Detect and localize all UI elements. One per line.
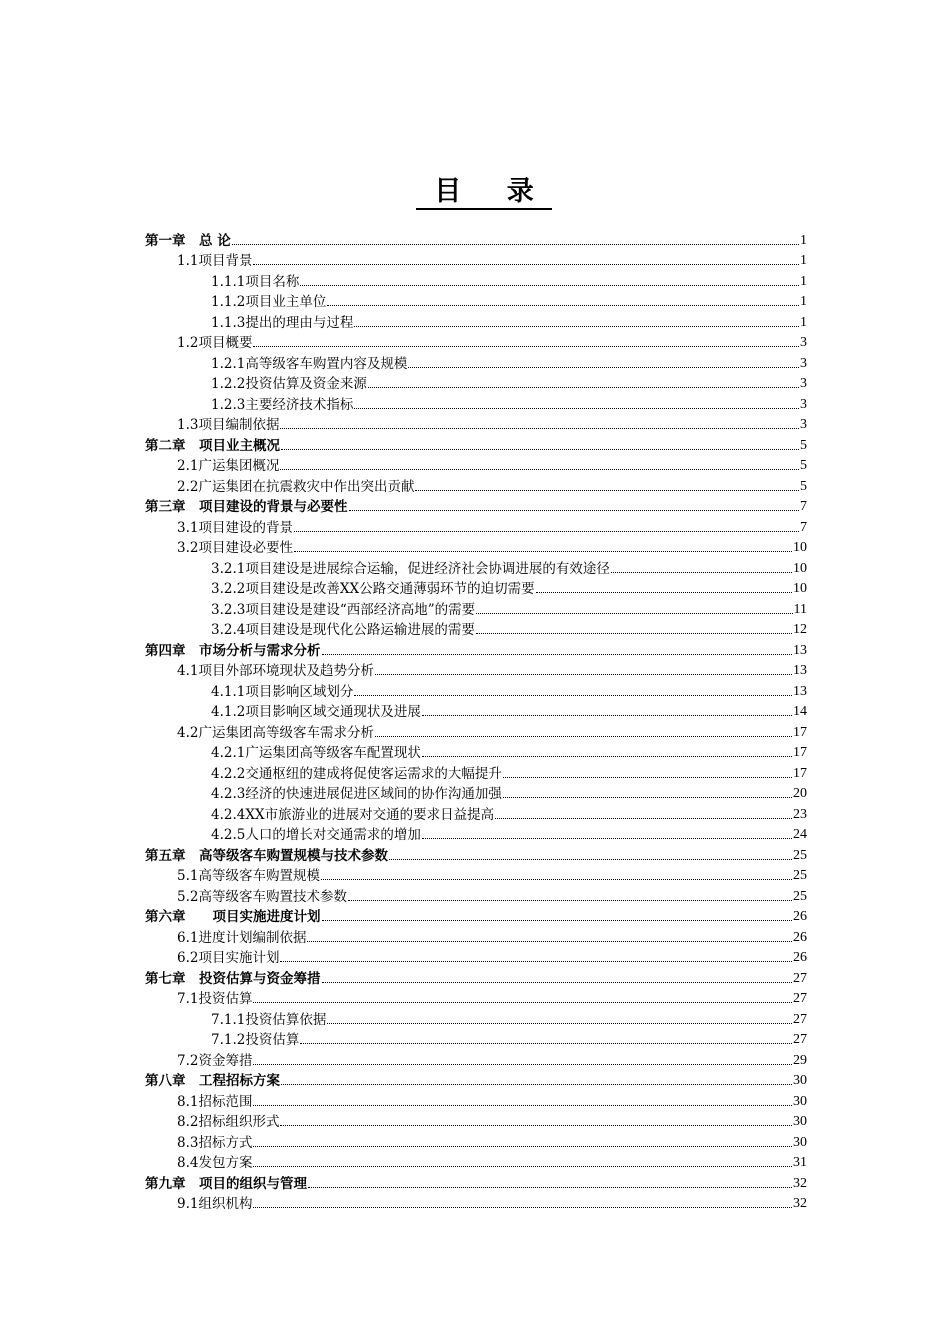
toc-chapter-entry[interactable] [145, 966, 807, 987]
toc-section-entry[interactable] [145, 515, 807, 536]
toc-dot-leader [368, 386, 799, 388]
toc-dot-leader [322, 653, 793, 655]
toc-entry-label: 第八章 工程招标方案 [145, 1073, 280, 1089]
toc-dot-leader [536, 591, 792, 593]
toc-dot-leader [348, 899, 792, 901]
toc-entry-label: 1.1项目背景 [177, 253, 253, 269]
toc-section-entry[interactable] [145, 1110, 807, 1131]
toc-section-entry[interactable] [145, 1130, 807, 1151]
toc-section-entry[interactable] [145, 987, 807, 1008]
toc-page-number: 10 [793, 581, 807, 596]
toc-section-entry[interactable] [145, 884, 807, 905]
toc-dot-leader [354, 325, 799, 327]
toc-page-number: 27 [793, 1011, 807, 1027]
page-title [0, 172, 950, 212]
toc-dot-leader [495, 817, 792, 819]
toc-dot-leader [354, 407, 799, 409]
toc-entry-label: 4.1.1项目影响区域划分 [211, 683, 354, 700]
toc-page-number: 1 [800, 294, 807, 309]
toc-dot-leader [253, 1104, 792, 1106]
toc-page-number: 30 [793, 1093, 807, 1109]
toc-subsection-entry[interactable] [145, 597, 807, 618]
toc-page-number: 32 [793, 1196, 807, 1211]
toc-entry-label: 7.1.1投资估算依据 [211, 1011, 327, 1028]
toc-dot-leader [253, 1063, 792, 1065]
toc-chapter-entry[interactable] [145, 843, 807, 864]
toc-page-number: 27 [793, 991, 807, 1006]
toc-subsection-entry[interactable] [145, 269, 807, 290]
toc-subsection-entry[interactable] [145, 372, 807, 393]
toc-entry-label: 3.1项目建设的背景 [177, 519, 293, 536]
toc-subsection-entry[interactable] [145, 700, 807, 721]
toc-dot-leader [294, 550, 792, 552]
toc-entry-label: 1.2.2投资估算及资金来源 [211, 376, 367, 392]
toc-subsection-entry[interactable] [145, 556, 807, 577]
toc-page-number: 10 [793, 540, 807, 555]
toc-page-number: 30 [793, 1134, 807, 1150]
toc-dot-leader [294, 530, 799, 532]
toc-subsection-entry[interactable] [145, 392, 807, 413]
toc-page-number: 1 [800, 253, 807, 268]
toc-page-number: 11 [793, 601, 807, 617]
toc-entry-label: 5.1高等级客车购置规模 [177, 868, 320, 884]
toc-entry-label: 第五章 高等级客车购置规模与技术参数 [145, 847, 388, 864]
toc-dot-leader [300, 284, 799, 286]
toc-dot-leader [503, 776, 792, 778]
toc-page-number: 1 [800, 232, 807, 248]
toc-entry-label: 第九章 项目的组织与管理 [145, 1175, 307, 1192]
toc-section-entry[interactable] [145, 946, 807, 967]
toc-section-entry[interactable] [145, 1048, 807, 1069]
toc-dot-leader [280, 1124, 792, 1126]
toc-dot-leader [349, 509, 800, 511]
toc-entry-label: 4.1.2项目影响区域交通现状及进展 [211, 704, 421, 720]
toc-entry-label: 4.2.4XX市旅游业的进展对交通的要求日益提高 [211, 806, 495, 823]
toc-entry-label: 1.2.3主要经济技术指标 [211, 396, 354, 413]
toc-dot-leader [322, 919, 793, 921]
toc-entry-label: 6.2项目实施计划 [177, 950, 280, 966]
toc-dot-leader [253, 1145, 792, 1147]
toc-entry-label: 1.1.1项目名称 [211, 273, 300, 290]
toc-subsection-entry[interactable] [145, 823, 807, 844]
toc-subsection-entry[interactable] [145, 1028, 807, 1049]
toc-page-number: 32 [793, 1175, 807, 1191]
toc-dot-leader [422, 714, 792, 716]
toc-entry-label: 4.2.5人口的增长对交通需求的增加 [211, 827, 421, 843]
toc-subsection-entry[interactable] [145, 802, 807, 823]
toc-entry-label: 1.1.3提出的理由与过程 [211, 314, 354, 331]
toc-entry-label: 3.2.3项目建设是建设“西部经济高地”的需要 [211, 601, 476, 618]
toc-entry-label: 2.2广运集团在抗震救灾中作出突出贡献 [177, 478, 415, 495]
toc-entry-label: 4.2.1广运集团高等级客车配置现状 [211, 745, 421, 761]
toc-entry-label: 4.2.2交通枢纽的建成将促使客运需求的大幅提升 [211, 765, 502, 782]
toc-dot-leader [422, 755, 792, 757]
toc-dot-leader [253, 1165, 792, 1167]
toc-entry-label: 9.1组织机构 [177, 1196, 253, 1212]
toc-page-number: 7 [800, 519, 807, 535]
toc-subsection-entry[interactable] [145, 290, 807, 311]
toc-page-number: 17 [793, 745, 807, 760]
toc-dot-leader [253, 1206, 792, 1208]
toc-entry-label: 3.2.1项目建设是进展综合运输，促进经济社会协调进展的有效途径 [211, 560, 610, 577]
toc-dot-leader [611, 571, 792, 573]
toc-subsection-entry[interactable] [145, 1007, 807, 1028]
toc-page-number: 23 [793, 806, 807, 822]
toc-page-number: 3 [800, 396, 807, 412]
toc-chapter-entry[interactable] [145, 228, 807, 249]
toc-page-number: 1 [800, 273, 807, 289]
toc-entry-label: 4.2.3经济的快速进展促进区域间的协作沟通加强 [211, 786, 502, 802]
toc-entry-label: 第四章 市场分析与需求分析 [145, 642, 321, 659]
toc-page-number: 25 [793, 888, 807, 904]
toc-page-number: 5 [800, 458, 807, 473]
toc-section-entry[interactable] [145, 413, 807, 434]
toc-entry-label: 3.2.2项目建设是改善XX公路交通薄弱环节的迫切需要 [211, 581, 535, 597]
toc-section-entry[interactable] [145, 1089, 807, 1110]
toc-entry-label: 8.2招标组织形式 [177, 1114, 280, 1130]
toc-page-number: 3 [800, 335, 807, 350]
toc-page-number: 5 [800, 437, 807, 453]
toc-dot-leader [375, 735, 792, 737]
toc-chapter-entry[interactable] [145, 638, 807, 659]
toc-dot-leader [354, 694, 792, 696]
toc-section-entry[interactable] [145, 864, 807, 885]
toc-dot-leader [327, 304, 799, 306]
toc-entry-label: 3.2项目建设必要性 [177, 540, 293, 556]
toc-section-entry[interactable] [145, 536, 807, 557]
toc-dot-leader [476, 612, 792, 614]
toc-page-number: 25 [793, 868, 807, 883]
toc-page-number: 26 [793, 929, 807, 945]
toc-entry-label: 4.1项目外部环境现状及趋势分析 [177, 663, 374, 679]
toc-section-entry[interactable] [145, 331, 807, 352]
toc-entry-label: 第一章 总 论 [145, 232, 231, 249]
toc-chapter-entry[interactable] [145, 905, 807, 926]
toc-dot-leader [253, 263, 799, 265]
toc-subsection-entry[interactable] [145, 741, 807, 762]
toc-page-number: 13 [793, 663, 807, 678]
toc-page-number: 5 [800, 478, 807, 494]
toc-page-number: 30 [793, 1073, 807, 1088]
toc-page-number: 27 [793, 1032, 807, 1047]
toc-dot-leader [375, 673, 792, 675]
toc-page-number: 13 [793, 642, 807, 658]
toc-entry-label: 7.1投资估算 [177, 991, 253, 1007]
toc-page-number: 12 [793, 622, 807, 637]
toc-page-number: 29 [793, 1052, 807, 1068]
toc-dot-leader [422, 837, 792, 839]
toc-entry-label: 8.3招标方式 [177, 1134, 253, 1151]
toc-page-number: 17 [793, 765, 807, 781]
toc-page-number: 3 [800, 355, 807, 371]
toc-page-number: 30 [793, 1114, 807, 1129]
toc-entry-label: 1.1.2项目业主单位 [211, 294, 327, 310]
toc-page-number: 27 [793, 970, 807, 986]
toc-dot-leader [280, 960, 792, 962]
page-title-text: 目 录 [416, 176, 551, 210]
toc-dot-leader [253, 1001, 792, 1003]
toc-page-number: 10 [793, 560, 807, 576]
toc-entry-label: 8.1招标范围 [177, 1093, 253, 1110]
toc-page-number: 3 [800, 376, 807, 391]
toc-page-number: 31 [793, 1155, 807, 1170]
toc-page-number: 1 [800, 314, 807, 330]
toc-dot-leader [408, 366, 799, 368]
toc-entry-label: 第六章 项目实施进度计划 [145, 909, 321, 925]
toc-chapter-entry[interactable] [145, 1171, 807, 1192]
toc-dot-leader [281, 1083, 792, 1085]
toc-subsection-entry[interactable] [145, 782, 807, 803]
toc-section-entry[interactable] [145, 249, 807, 270]
toc-dot-leader [308, 1186, 792, 1188]
toc-page-number: 17 [793, 724, 807, 740]
toc-entry-label: 5.2高等级客车购置技术参数 [177, 888, 347, 905]
toc-section-entry[interactable] [145, 1151, 807, 1172]
toc-page-number: 20 [793, 786, 807, 801]
toc-dot-leader [322, 981, 793, 983]
toc-page-number: 7 [800, 499, 807, 514]
toc-dot-leader [389, 858, 792, 860]
toc-dot-leader [327, 1022, 792, 1024]
toc-page-number: 26 [793, 950, 807, 965]
toc-page-number: 25 [793, 847, 807, 863]
toc-dot-leader [280, 468, 799, 470]
table-of-contents [145, 228, 807, 1212]
toc-chapter-entry[interactable] [145, 495, 807, 516]
toc-chapter-entry[interactable] [145, 1069, 807, 1090]
toc-dot-leader [253, 345, 799, 347]
toc-dot-leader [232, 243, 799, 245]
toc-entry-label: 第三章 项目建设的背景与必要性 [145, 499, 348, 515]
toc-entry-label: 8.4发包方案 [177, 1155, 253, 1171]
toc-dot-leader [476, 632, 792, 634]
toc-chapter-entry[interactable] [145, 433, 807, 454]
toc-dot-leader [503, 796, 792, 798]
toc-subsection-entry[interactable] [145, 310, 807, 331]
toc-entry-label: 7.2资金筹措 [177, 1052, 253, 1069]
toc-section-entry[interactable] [145, 659, 807, 680]
toc-subsection-entry[interactable] [145, 618, 807, 639]
toc-page-number: 14 [793, 704, 807, 719]
toc-subsection-entry[interactable] [145, 679, 807, 700]
toc-entry-label: 3.2.4项目建设是现代化公路运输进展的需要 [211, 622, 475, 638]
toc-page-number: 13 [793, 683, 807, 699]
toc-page-number: 26 [793, 909, 807, 924]
toc-entry-label: 第七章 投资估算与资金筹措 [145, 970, 321, 987]
toc-subsection-entry[interactable] [145, 761, 807, 782]
toc-section-entry[interactable] [145, 720, 807, 741]
toc-entry-label: 1.2.1高等级客车购置内容及规模 [211, 355, 408, 372]
toc-page-number: 3 [800, 417, 807, 432]
toc-entry-label: 7.1.2投资估算 [211, 1032, 300, 1048]
toc-dot-leader [300, 1042, 792, 1044]
toc-dot-leader [307, 940, 792, 942]
toc-dot-leader [281, 448, 799, 450]
toc-section-entry[interactable] [145, 454, 807, 475]
toc-entry-label: 1.3项目编制依据 [177, 417, 280, 433]
toc-section-entry[interactable] [145, 1192, 807, 1213]
toc-entry-label: 6.1进度计划编制依据 [177, 929, 307, 946]
toc-entry-label: 2.1广运集团概况 [177, 458, 280, 474]
toc-section-entry[interactable] [145, 474, 807, 495]
toc-subsection-entry[interactable] [145, 577, 807, 598]
toc-dot-leader [321, 878, 792, 880]
toc-entry-label: 第二章 项目业主概况 [145, 437, 280, 454]
toc-dot-leader [280, 427, 799, 429]
toc-dot-leader [415, 489, 799, 491]
toc-entry-label: 4.2广运集团高等级客车需求分析 [177, 724, 374, 741]
toc-section-entry[interactable] [145, 925, 807, 946]
toc-entry-label: 1.2项目概要 [177, 335, 253, 351]
toc-subsection-entry[interactable] [145, 351, 807, 372]
toc-page-number: 24 [793, 827, 807, 842]
